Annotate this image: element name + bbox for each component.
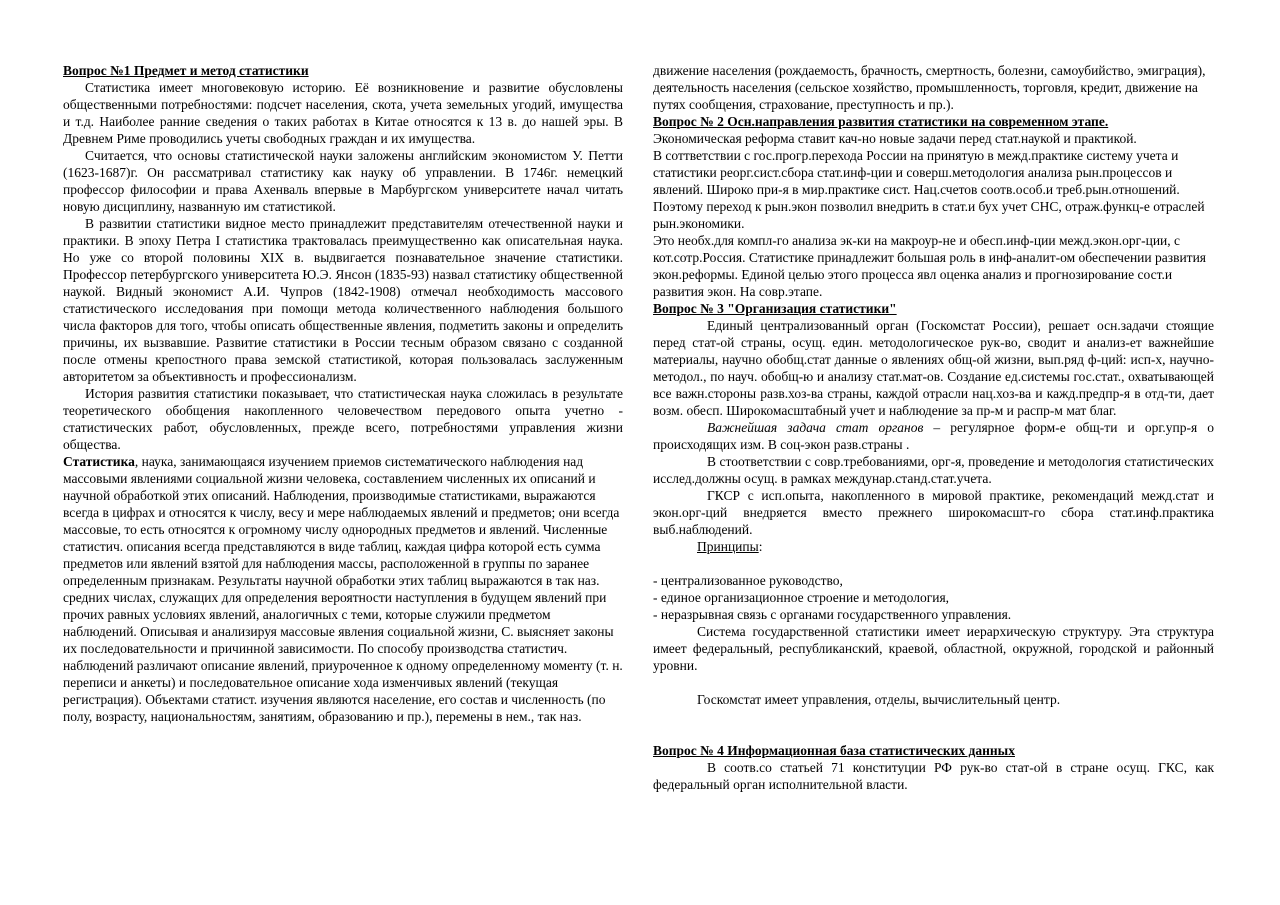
q3-paragraph-departments: Госкомстат имеет управления, отделы, вычислительный центр. [697,692,1061,707]
q3-paragraph-task [653,419,1214,453]
principles-label: Принципы [697,539,759,554]
task-emphasis: Важнейшая задача стат органов [707,420,924,435]
definition-text: , наука, занимающаяся изучением приемов систематического наблюдения над массовыми явлениями социальной жизни человека, составлением численных их описаний и научной обработкой этих описаний. Наблюдения, производимые статистиками, выражаются всегда в цифрах и относятся к числу, весу и мере наблюдаемых явлений и предметов; они всегда массовые, то есть относятся к огромному числу однородных предметов и явлений. Численные статистич. описания всегда представляются в виде таблиц, каждая цифра которой есть сумма предметов или явлений взятой для наблюдения массы, расположенной в группы по заранее определенным признакам. Результаты научной обработки этих таблиц выражаются в так наз. средних числах, служащих для определения вероятности наступления в будущем явлений при прочих равных условиях явлений, аналогичных с теми, которые служили предметом наблюдений. Описывая и анализируя массовые явления социальной жизни, С. выясняет законы их последовательности и причинной зависимости. По способу производства статистич. наблюдений различают описание явлений, приуроченное к одному определенному моменту (т. н. переписи и анкеты) и последовательное описание хода изменчивых явлений (текущая регистрация). Объектами статист. изучения являются население, его состав и численность (по полу, возрасту, национальностям, занятиям, образованию и пр.), перемены в нем., так наз. [63,454,623,724]
q2-line-reform: Экономическая реформа ставит кач-но новые задачи перед стат.наукой и практикой. [653,131,1137,146]
q2-paragraph-sna: В соттветствии с гос.прогр.перехода России на принятую в межд.практике систему учета и статистики реорг.сист.сбора стат.инф-ции и соверш.методология анализа рын.процессов и явлений. Широко при-я в мир.практике сист. Нац.счетов соотв.особ.и треб.рын.отношений. Поэтому переход к рын.экон позволил внедрить в стат.и бух учет СНС, отраж.функц-е отраслей рын.экономики. [653,148,1205,231]
task-text: – регулярное форм-е общ-ти и орг.упр-я о происходящих изм. В соц-экон разв.страны . [653,420,1214,452]
question-4-heading: Вопрос № 4 Информационная база статистических данных [653,743,1015,758]
q4-paragraph-constitution: В соотв.со статьей 71 конституции РФ рук-во стат-ой в стране осущ. ГКС, как федеральный орган исполнительной власти. [653,760,1214,792]
q3-paragraph-goskomstat: Единый централизованный орган (Госкомстат России), решает осн.задачи стоящие перед стат-ой страны, осущ. един. методологическое рук-во, сводит и анализ-ет важнейшие материалы, научно обобщ.стат данные о явлениях общ-ой жизни, вып.ряд ф-ций: исп-х, научно-методол., по науч. обобщ-ю и анализу стат.мат-ов. Создание ед.системы гос.стат., охватывающей все важн.стороны разв.хоз-ва страны, каждой отрасли нац.хоз-ва и кажд.предпр-я в отд-ти, дает возм. обесп. Широкомасштабный учет и наблюдение за пр-м и распр-м мат благ. [653,318,1214,418]
principles-colon: : [758,539,763,554]
right-column [653,62,1214,793]
principle-item: - централизованное руководство, [653,573,843,588]
q3-paragraph-structure: Система государственной статистики имеет иерархическую структуру. Эта структура имеет федеральный, республиканский, краевой, областной, окружной, городской и районный уровни. [653,624,1214,673]
paragraph-development: История развития статистики показывает, что статистическая наука сложилась в результате теоретического обобщения накопленного человечеством передового опыта учетно - статистических работ, обусловленных, прежде всего, потребностями управления жизни общества. [63,386,623,452]
q3-paragraph-gksr: ГКСР с исп.опыта, накопленного в мировой практике, рекомендаций межд.стат и экон.орг-ций внедряется вместо прежнего широкомасшт-го сбора стат.инф.практика выб.наблюдений. [653,488,1214,537]
spacer [653,555,1214,572]
paragraph-russia: В развитии статистики видное место принадлежит представителям отечественной науки и практики. В эпоху Петра I статистика трактовалась преимущественно как описательная наука. Но уже со второй половины XIX в. выдвигается познавательное значение статистики. Профессор петербургского университета Ю.Э. Янсон (1835-93) назвал статистику общественной наукой. Видный экономист А.И. Чупров (1842-1908) отмечал необходимость массового статистического исследования при помощи метода количественного наблюдения большого числа факторов для того, чтобы описать общественные явления, подметить законы и определить причины, их вызвавшие. Развитие статистики в России тесным образом связано с созданной после отмены крепостного права земской статистикой, которая пользовалась заслуженным авторитетом за объективность и профессионализм. [63,216,623,384]
principle-item: - единое организационное строение и методология, [653,590,950,605]
question-3-heading: Вопрос № 3 "Организация статистики" [653,301,897,316]
paragraph-petty: Считается, что основы статистической науки заложены английским экономистом У. Петти (1623-1687)г. Он рассматривал статистику как науку об управлении. В 1746г. немецкий профессор философии и права Ахенваль впервые в Марбургском университете начал читать новую дисциплину, названную им статистикой. [63,148,623,214]
paragraph-history: Статистика имеет многовековую историю. Её возникновение и развитие обусловлены общественными потребностями: подсчет населения, скота, учета земельных угодий, имущества и т.д. Наиболее ранние сведения о таких работах в Китае относятся к 13 в. до нашей эры. В Древнем Риме проводились учеты свободных граждан и их имущества. [63,80,623,146]
question-2-heading: Вопрос № 2 Осн.направления развития статистики на современном этапе. [653,114,1109,129]
spacer [653,708,1214,742]
q3-paragraph-standards: В стоответствии с совр.требованиями, орг-я, проведение и методология статистических исслед.должны осущ. в рамках междунар.станд.стат.учета. [653,454,1214,486]
paragraph-continuation: движение населения (рождаемость, брачность, смертность, болезни, самоубийство, эмиграция), деятельность населения (сельское хозяйство, промышленность, торговля, кредит, движение на путях сообщения, страхование, преступность и пр.). [653,63,1206,112]
principles-title [653,538,1214,555]
q2-paragraph-analysis: Это необх.для компл-го анализа эк-ки на макроур-не и обесп.инф-ции межд.экон.орг-ции, с кот.сотр.Россия. Статистике принадлежит большая роль в инф-аналит-ом обеспечении развития экон.реформы. Единой целью этого процесса явл оценка анализ и прогнозирование сост.и развития экон. На совр.этапе. [653,233,1206,299]
question-1-heading: Вопрос №1 Предмет и метод статистики [63,63,309,78]
paragraph-definition [63,453,623,725]
principle-item: - неразрывная связь с органами государственного управления. [653,607,1012,622]
left-column [63,62,623,725]
spacer [653,674,1214,691]
term-statistics: Статистика [63,454,135,469]
